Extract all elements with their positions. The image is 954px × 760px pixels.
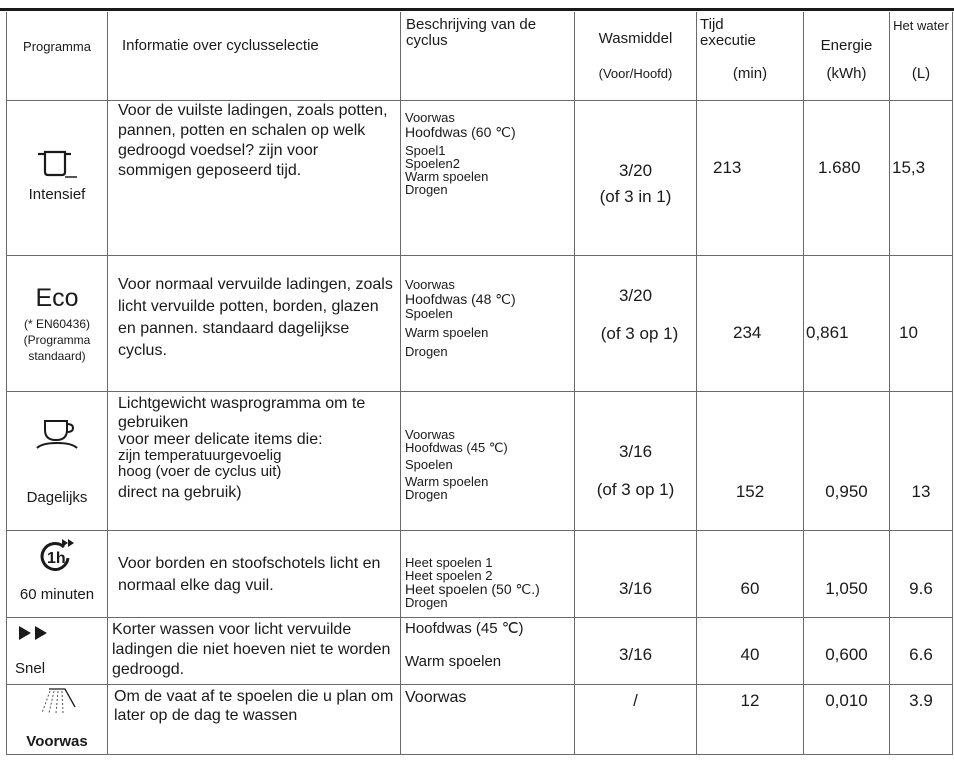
cycle-step: Warm spoelen [405, 168, 489, 184]
detergent-cell [575, 684, 697, 754]
cycle-step: Hoofdwas (45 ℃) [405, 619, 524, 637]
header-wasmiddel-text: Wasmiddel [598, 30, 673, 47]
info-text: Om de vaat af te spoelen die u plan om later op de dag te wassen [114, 687, 394, 724]
header-beschrijving [401, 12, 575, 100]
header-tijd [697, 12, 804, 100]
info-line: hoog (voer de cyclus uit) [118, 462, 282, 480]
detergent-cell [575, 391, 697, 530]
cycle-step: Drogen [405, 181, 448, 197]
time-value: 234 [733, 322, 762, 342]
detergent-value: 3/16 [618, 441, 653, 461]
time-cell [697, 255, 804, 391]
program-name: 60 minuten [19, 585, 95, 603]
info-cell [108, 391, 401, 530]
header-wasmiddel [575, 12, 697, 100]
cycle-step: Drogen [405, 486, 448, 502]
cycle-step: Spoelen [405, 305, 453, 321]
water-cell [890, 617, 953, 684]
header-water-text: Het water [893, 18, 949, 33]
cycle-step: Spoel1 [405, 142, 446, 158]
info-cell [108, 530, 401, 617]
time-value: 152 [735, 481, 765, 501]
program-row-intensief [7, 100, 953, 255]
cycle-cell [401, 684, 575, 754]
water-value: 9.6 [909, 578, 933, 598]
energy-cell [804, 391, 890, 530]
program-table [6, 12, 953, 755]
detergent-note: (of 3 op 1) [596, 479, 675, 499]
water-cell [890, 684, 953, 754]
cycle-step: Hoofdwas (45 ℃) [405, 439, 508, 455]
header-tijd-unit: (min) [732, 65, 768, 82]
cycle-step: Voorwas [405, 688, 467, 706]
energy-cell [804, 530, 890, 617]
info-cell [108, 684, 401, 754]
header-programma [7, 12, 108, 100]
cycle-cell [401, 391, 575, 530]
info-cell [108, 100, 401, 255]
time-cell [697, 617, 804, 684]
water-value: 3.9 [909, 690, 933, 710]
eco-label: Eco [35, 283, 79, 312]
energy-cell [804, 255, 890, 391]
cycle-step: Warm spoelen [405, 473, 489, 489]
cycle-step: Hoofdwas (60 ℃) [405, 123, 516, 140]
energy-value: 1.680 [818, 157, 861, 177]
program-row-voorwas [7, 684, 953, 754]
cycle-step: Heet spoelen (50 ℃.) [405, 580, 540, 597]
cycle-step: Spoelen [405, 456, 453, 472]
1h-fast-icon [7, 537, 107, 571]
water-value: 13 [911, 481, 931, 501]
cycle-step: Voorwas [405, 276, 455, 292]
program-row-60-minuten [7, 530, 953, 617]
program-cell [7, 684, 108, 754]
program-row-eco [7, 255, 953, 391]
water-cell [890, 530, 953, 617]
info-cell [108, 617, 401, 684]
water-cell [890, 391, 953, 530]
cycle-step: Drogen [405, 343, 448, 359]
program-row-dagelijks [7, 391, 953, 530]
prewash-spray-icon [7, 687, 107, 717]
pot-icon [7, 146, 107, 180]
energy-value: 0,010 [825, 690, 868, 710]
info-line: zijn temperatuurgevoelig [118, 446, 282, 464]
detergent-value: 3/16 [618, 644, 653, 664]
header-informatie [108, 12, 401, 100]
info-text: Voor normaal vervuilde ladingen, zoals licht vervuilde potten, borden, glazen en pannen. standaard dagelijkse cyclus. [118, 275, 393, 359]
cycle-step: Voorwas [405, 109, 455, 125]
1h-text: 1h [47, 549, 66, 567]
header-programma-text: Programma [23, 39, 91, 54]
program-cell [7, 255, 108, 391]
time-value: 213 [713, 157, 742, 177]
water-cell [890, 100, 953, 255]
header-energie-unit: (kWh) [826, 65, 867, 82]
program-row-snel [7, 617, 953, 684]
header-informatie-text: Informatie over cyclusselectie [122, 37, 319, 54]
detergent-note: (of 3 op 1) [600, 323, 679, 343]
cycle-cell [401, 255, 575, 391]
cycle-cell [401, 617, 575, 684]
water-cell [890, 255, 953, 391]
header-tijd-text: Tijd executie [700, 16, 756, 49]
time-value: 40 [740, 644, 760, 664]
cycle-cell [401, 100, 575, 255]
detergent-value: / [633, 690, 638, 710]
header-beschrijving-text: Beschrijving van de cyclus [406, 16, 537, 49]
cycle-step: Voorwas [405, 426, 455, 442]
cycle-step: Warm spoelen [405, 324, 489, 340]
info-line: Lichtgewicht wasprogramma om te gebruiken [118, 394, 366, 431]
program-cell [7, 617, 108, 684]
program-cell [7, 100, 108, 255]
time-cell [697, 684, 804, 754]
cycle-step: Drogen [405, 594, 448, 610]
detergent-cell [575, 530, 697, 617]
detergent-value: 3/20 [618, 285, 653, 305]
cycle-step: Heet spoelen 1 [405, 554, 493, 570]
time-cell [697, 530, 804, 617]
detergent-value: 3/16 [618, 578, 653, 598]
time-value: 12 [740, 690, 760, 710]
program-cell [7, 530, 108, 617]
info-line: direct na gebruik) [118, 483, 242, 501]
header-water-unit: (L) [911, 65, 931, 82]
time-cell [697, 391, 804, 530]
water-value: 15,3 [892, 157, 926, 177]
energy-cell [804, 684, 890, 754]
program-name: Dagelijks [26, 488, 88, 506]
detergent-cell [575, 617, 697, 684]
header-energie-text: Energie [820, 37, 873, 54]
header-water [890, 12, 953, 100]
info-line: voor meer delicate items die: [118, 430, 323, 448]
eco-sub: (* EN60436) (Programma standaard) [23, 316, 91, 363]
program-name: Voorwas [26, 732, 88, 750]
info-cell [108, 255, 401, 391]
water-value: 6.6 [909, 644, 933, 664]
time-value: 60 [740, 578, 760, 598]
program-name: Snel [15, 659, 46, 677]
header-energie [804, 12, 890, 100]
energy-value: 1,050 [825, 578, 868, 598]
info-text: Voor de vuilste ladingen, zoals potten, pannen, potten en schalen op welk gedroogd voedsel? zijn voor sommigen geposeerd tijd. [118, 101, 388, 179]
energy-value: 0,950 [825, 481, 868, 501]
energy-cell [804, 100, 890, 255]
energy-cell [804, 617, 890, 684]
cycle-step: Spoelen2 [405, 155, 460, 171]
time-cell [697, 100, 804, 255]
program-name: Intensief [28, 185, 86, 203]
info-text: Korter wassen voor licht vervuilde ladingen die niet hoeven niet te worden gedroogd. [112, 620, 391, 678]
header-wasmiddel-sub: (Voor/Hoofd) [598, 66, 673, 81]
detergent-note: (of 3 in 1) [599, 186, 672, 206]
water-value: 10 [899, 322, 918, 342]
program-cell [7, 391, 108, 530]
cup-icon [7, 416, 107, 452]
energy-value: 0,600 [825, 644, 868, 664]
detergent-cell [575, 255, 697, 391]
top-rule [0, 8, 954, 11]
cycle-step: Hoofdwas (48 ℃) [405, 290, 516, 307]
detergent-cell [575, 100, 697, 255]
cycle-cell [401, 530, 575, 617]
info-text: Voor borden en stoofschotels licht en normaal elke dag vuil. [118, 554, 381, 594]
header-row [7, 12, 953, 100]
fast-forward-icon [17, 624, 53, 642]
cycle-step: Warm spoelen [405, 652, 502, 670]
detergent-value: 3/20 [618, 160, 653, 180]
energy-value: 0,861 [806, 322, 849, 342]
cycle-step: Heet spoelen 2 [405, 567, 493, 583]
